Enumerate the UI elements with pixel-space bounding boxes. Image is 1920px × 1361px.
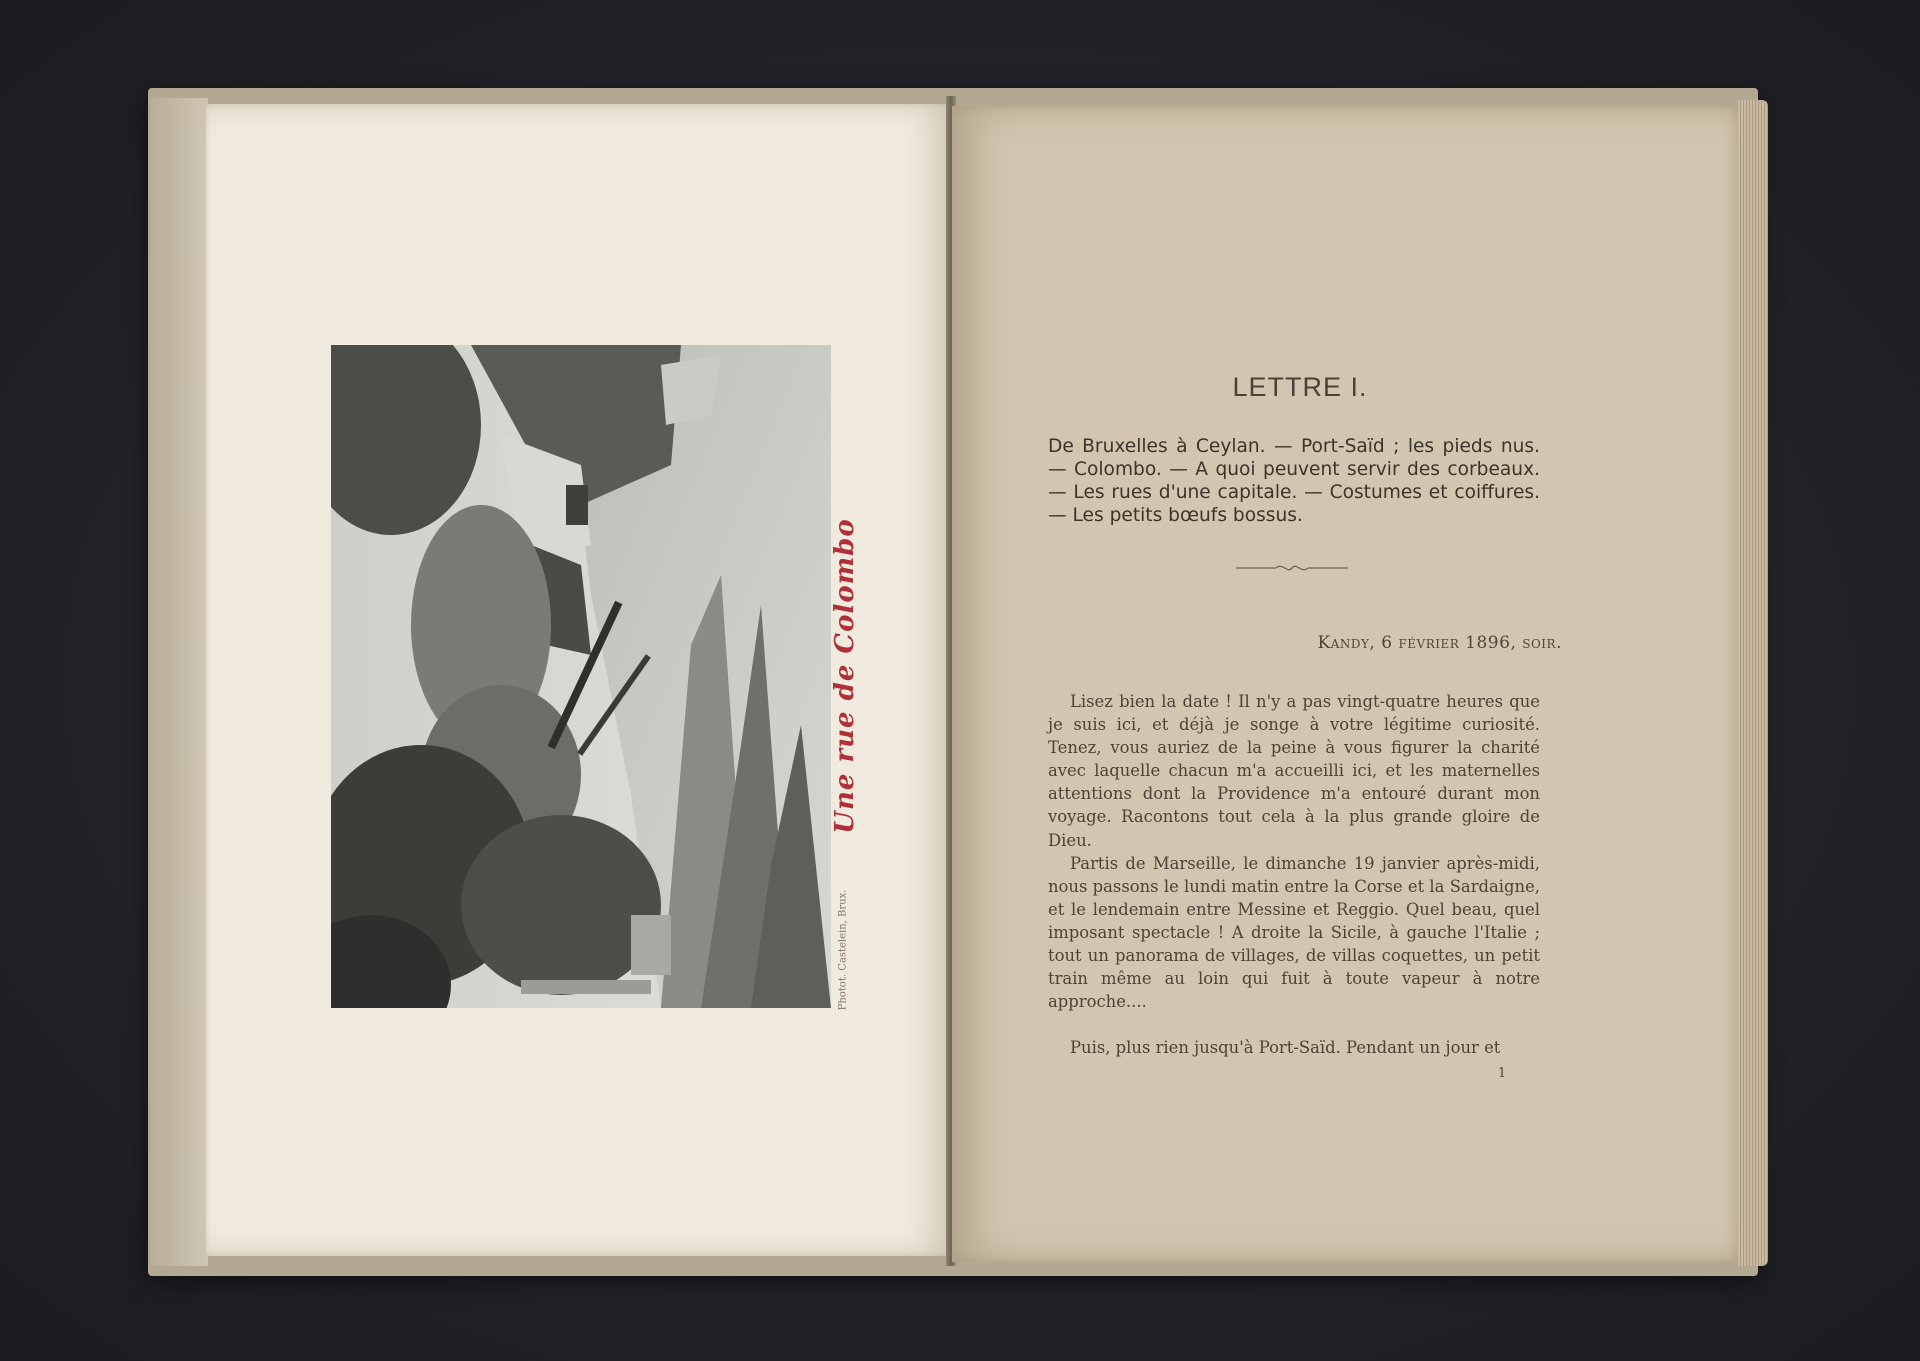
letter-title: LETTRE I. xyxy=(1232,372,1368,402)
paragraph: Lisez bien la date ! Il n'y a pas vingt-quatre heures que je suis ici, et déjà je songe à votre légitime curiosité. Tenez, vous auriez de la peine à vous figurer la charité avec laquelle chacun m'a accueilli ici, et les maternelles attentions dont la Providence m'a entouré durant mon voyage. Racontons tout cela à la plus grande gloire de Dieu. xyxy=(1048,692,1540,850)
chapter-summary: De Bruxelles à Ceylan. — Port-Saïd ; les pieds nus. — Colombo. — A quoi peuvent servir des corbeaux. — Les rues d'une capitale. — Costumes et coiffures. — Les petits bœufs bossus. xyxy=(1048,436,1540,526)
dateline: Kandy, 6 février 1896, soir. xyxy=(1317,633,1562,653)
ornament-divider xyxy=(1236,562,1348,574)
photo-caption: Une rue de Colombo xyxy=(830,518,860,834)
paragraph: Partis de Marseille, le dimanche 19 janvier après-midi, nous passons le lundi matin entre la Corse et la Sardaigne, et le lendemain entre Messine et Reggio. Quel beau, quel imposant spectacle ! A droite la Sicile, à gauche l'Italie ; tout un panorama de villages, de villas coquettes, un petit train même au loin qui fuit à toute vapeur à notre approche.... xyxy=(1048,853,1540,1012)
street-photograph xyxy=(331,345,831,1008)
cover-board xyxy=(150,98,208,1266)
page-fore-edge xyxy=(1738,100,1768,1266)
page-number: 1 xyxy=(1497,1066,1507,1081)
right-page xyxy=(952,106,1740,1262)
letter-body xyxy=(1048,690,1540,1059)
photo-credit: Photot. Castelein, Brux. xyxy=(837,889,849,1011)
paragraph: Puis, plus rien jusqu'à Port-Saïd. Pendant un jour et xyxy=(1070,1038,1501,1058)
